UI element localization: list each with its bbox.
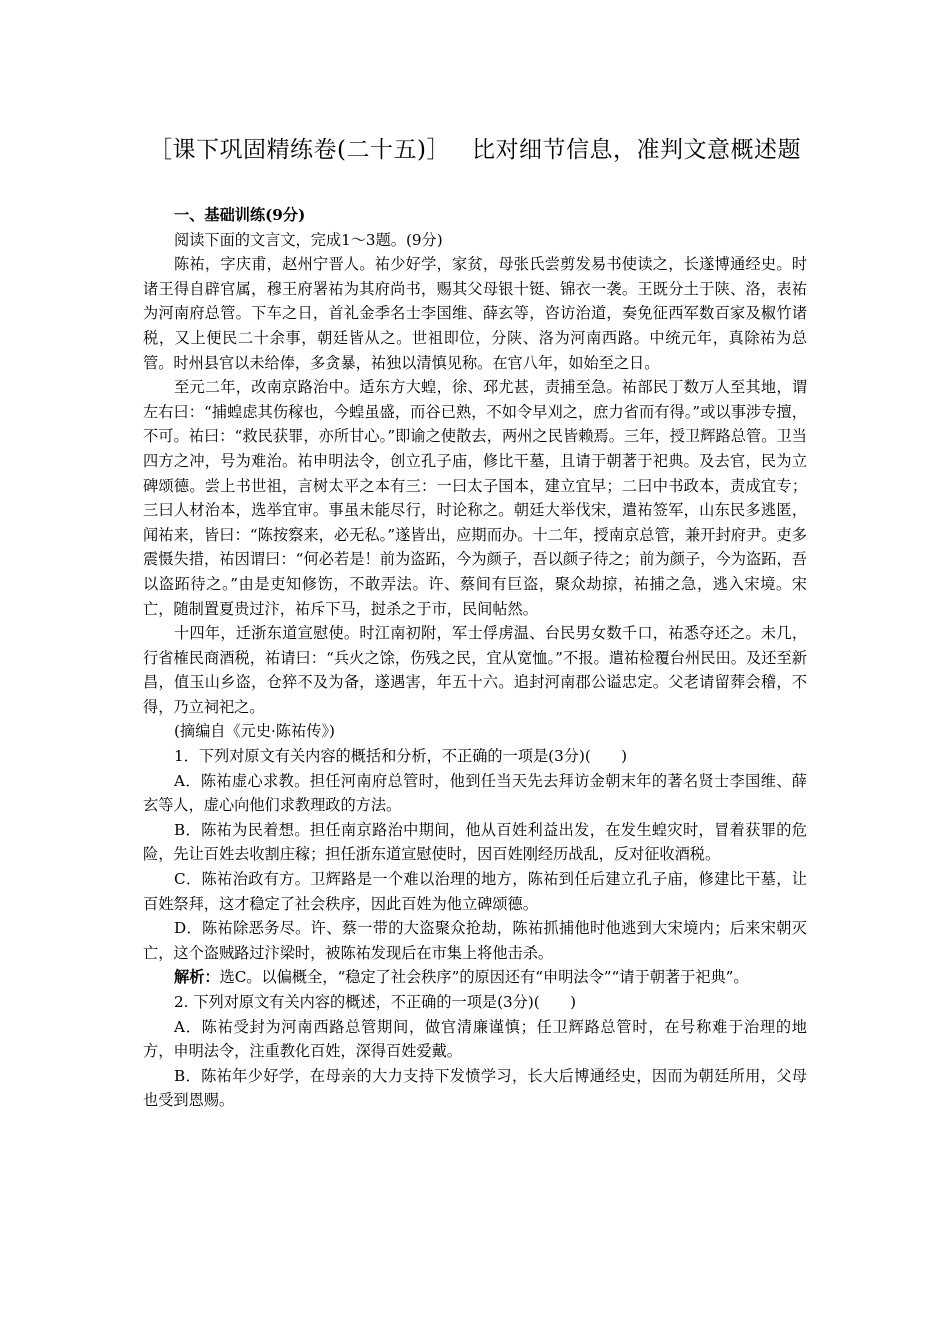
question-1-option-b: B．陈祐为民着想。担任南京路治中期间，他从百姓利益出发，在发生蝗灾时，冒着获罪的危险，先让百姓去收割庄稼；担任浙东道宣慰使时，因百姓刚经历战乱，反对征收酒税。	[143, 820, 807, 864]
question-1-option-c: C．陈祐治政有方。卫辉路是一个难以治理的地方，陈祐到任后建立孔子庙，修建比干墓，让百姓祭拜，这才稳定了社会秩序，因此百姓为他立碑颂德。	[143, 870, 807, 913]
title-topic: 比对细节信息，准判文意概述题	[471, 137, 801, 163]
question-1-option-d: D．陈祐除恶务尽。许、蔡一带的大盗聚众抢劫，陈祐抓捕他时他逃到大宋境内；后来宋朝灭亡，这个盗贼路过汴梁时，被陈祐发现后在市集上将他击杀。	[143, 919, 807, 962]
question-1-stem: 1．下列对原文有关内容的概括和分析，不正确的一项是(3分)( )	[174, 747, 628, 766]
page-title	[0, 133, 950, 167]
passage-paragraph-1: 陈祐，字庆甫，赵州宁晋人。祐少好学，家贫，母张氏尝剪发易书使读之，长遂博通经史。时诸王得自辟官属，穆王府署祐为其府尚书，赐其父母银十铤、锦衣一袭。王既分土于陕、洛，表祐为河南府总管。下车之日，首礼金季名士李国维、薛玄等，咨访治道，奏免征西军数百家及椒竹诸税，又上便民二十余事，朝廷皆从之。世祖即位，分陕、洛为河南西路。中统元年，真除祐为总管。时州县官以未给俸，多贪暴，祐独以清慎见称。在官八年，如始至之日。	[143, 255, 807, 372]
passage-paragraph-3: 十四年，迁浙东道宣慰使。时江南初附，军士俘虏温、台民男女数千口，祐悉夺还之。未几，行省榷民商酒税，祐请曰：“兵火之馀，伤残之民，宜从宽恤。”不报。遣祐检覆台州民田。及还至新昌，值玉山乡盗，仓猝不及为备，遂遇害，年五十六。追封河南郡公谥忠定。父老请留葬会稽，不得，乃立祠祀之。	[143, 624, 807, 716]
title-bracket: ［课下巩固精练卷(二十五)］	[149, 137, 450, 163]
analysis-label: 解析：	[174, 968, 220, 987]
passage-paragraph-2: 至元二年，改南京路治中。适东方大蝗，徐、邳尤甚，责捕至急。祐部民丁数万人至其地，谓左右曰：“捕蝗虑其伤稼也，今蝗虽盛，而谷已熟，不如令早刈之，庶力省而有得。”或以事涉专擅，不可。祐曰：“救民获罪，亦所甘心。”即谕之使散去，两州之民皆赖焉。三年，授卫辉路总管。卫当四方之冲，号为难治。祐申明法令，创立孔子庙，修比干墓，且请于朝著于祀典。及去官，民为立碑颂德。尝上书世祖，言树太平之本有三：一曰太子国本，建立宜早；二曰中书政本，责成宜专；三曰人材治本，选举宜审。事虽未能尽行，时论称之。朝廷大举伐宋，遣祐签军，山东民多逃匿，闻祐来，皆曰：“陈按察来，必无私。”遂皆出，应期而办。十二年，授南京总管，兼开封府尹。吏多震慑失措，祐因谓曰：“何必若是！前为盗跖，今为颜子，吾以颜子待之；前为颜子，今为盗跖，吾以盗跖待之。”由是吏知修饬，不敢弄法。许、蔡间有巨盗，聚众劫掠，祐捕之急，逃入宋境。宋亡，随制置夏贵过汴，祐斥下马，挝杀之于市，民间帖然。	[143, 378, 807, 618]
question-1-option-a: A．陈祐虚心求教。担任河南府总管时，他到任当天先去拜访金朝末年的著名贤士李国维、薛玄等人，虚心向他们求教理政的方法。	[143, 771, 807, 815]
question-1-analysis	[143, 965, 807, 990]
question-2-option-a: A．陈祐受封为河南西路总管期间，做官清廉谨慎；任卫辉路总管时，在号称难于治理的地方，申明法令，注重教化百姓，深得百姓爱戴。	[143, 1017, 807, 1061]
passage-source: (摘编自《元史·陈祐传》)	[174, 722, 335, 741]
analysis-text: 选C。以偏概全，“稳定了社会秩序”的原因还有“申明法令”“请于朝著于祀典”。	[219, 968, 749, 987]
question-2-option-b: B．陈祐年少好学，在母亲的大力支持下发愤学习，长大后博通经史，因而为朝廷所用，父母也受到恩赐。	[143, 1066, 807, 1110]
section-instruction: 阅读下面的文言文，完成1～3题。(9分)	[174, 230, 443, 249]
document-body	[143, 203, 807, 1113]
section-heading: 一、基础训练(9分)	[174, 206, 306, 224]
question-2-stem: 2. 下列对原文有关内容的概述，不正确的一项是(3分)( )	[174, 993, 576, 1011]
